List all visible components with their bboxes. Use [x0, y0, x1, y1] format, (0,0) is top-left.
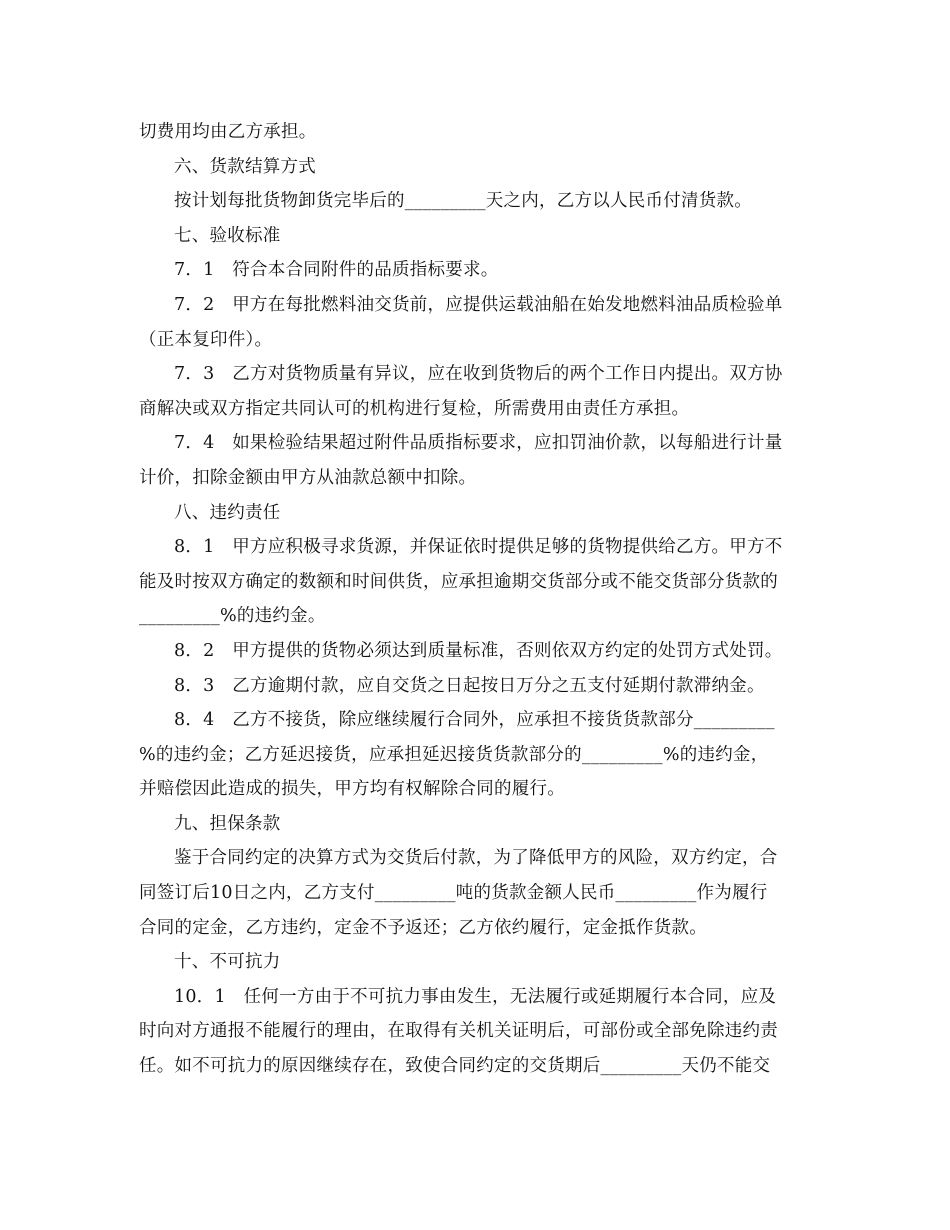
clause-8-4: 8．4 乙方不接货，除应继续履行合同外，应承担不接货货款部分_________ — [174, 710, 775, 731]
clause-9-cont: 同签订后10日之内，乙方支付_________吨的货款金额人民币_________作为履行 — [139, 883, 768, 904]
clause-10-1-cont-2: 任。如不可抗力的原因继续存在，致使合同约定的交货期后_________天仍不能交 — [139, 1056, 771, 1077]
section-heading-7: 七、验收标准 — [174, 225, 281, 246]
clause-8-3: 8．3 乙方逾期付款，应自交货之日起按日万分之五支付延期付款滞纳金。 — [174, 675, 765, 696]
clause-8-1: 8．1 甲方应积极寻求货源，并保证依时提供足够的货物提供给乙方。甲方不 — [174, 537, 783, 558]
text-line-3: 按计划每批货物卸货完毕后的_________天之内，乙方以人民币付清货款。 — [174, 191, 752, 212]
clause-7-1: 7．1 符合本合同附件的品质指标要求。 — [174, 260, 499, 281]
clause-10-1-cont: 时向对方通报不能履行的理由，在取得有关机关证明后，可部份或全部免除违约责 — [139, 1021, 778, 1042]
clause-7-2: 7．2 甲方在每批燃料油交货前，应提供运载油船在始发地燃料油品质检验单 — [174, 294, 783, 315]
document-page — [139, 115, 814, 1084]
clause-9: 鉴于合同约定的决算方式为交货后付款，为了降低甲方的风险，双方约定，合 — [174, 848, 778, 869]
clause-7-2-cont: （正本复印件）。 — [139, 329, 273, 350]
clause-8-1-cont-2: _________%的违约金。 — [139, 606, 326, 627]
clause-8-1-cont: 能及时按双方确定的数额和时间供货，应承担逾期交货部分或不能交货部分货款的 — [139, 571, 778, 592]
section-heading-6: 六、货款结算方式 — [174, 156, 316, 177]
section-heading-8: 八、违约责任 — [174, 502, 281, 523]
clause-7-4: 7．4 如果检验结果超过附件品质指标要求，应扣罚油价款，以每船进行计量 — [174, 433, 783, 454]
clause-8-2: 8．2 甲方提供的货物必须达到质量标准，否则依双方约定的处罚方式处罚。 — [174, 640, 783, 661]
clause-7-3: 7．3 乙方对货物质量有异议，应在收到货物后的两个工作日内提出。双方协 — [174, 364, 783, 385]
clause-7-4-cont: 计价，扣除金额由甲方从油款总额中扣除。 — [139, 467, 477, 488]
clause-8-4-cont: %的违约金；乙方延迟接货，应承担延迟接货货款部分的_________%的违约金， — [139, 744, 769, 765]
clause-10-1: 10．1 任何一方由于不可抗力事由发生，无法履行或延期履行本合同，应及 — [174, 986, 777, 1007]
clause-9-cont-2: 合同的定金，乙方违约，定金不予返还；乙方依约履行，定金抵作货款。 — [139, 917, 707, 938]
text-line-1: 切费用均由乙方承担。 — [139, 122, 317, 142]
section-heading-10: 十、不可抗力 — [174, 952, 281, 973]
clause-7-3-cont: 商解决或双方指定共同认可的机构进行复检，所需费用由责任方承担。 — [139, 398, 690, 419]
clause-8-4-cont-2: 并赔偿因此造成的损失，甲方均有权解除合同的履行。 — [139, 779, 565, 800]
section-heading-9: 九、担保条款 — [174, 813, 281, 834]
